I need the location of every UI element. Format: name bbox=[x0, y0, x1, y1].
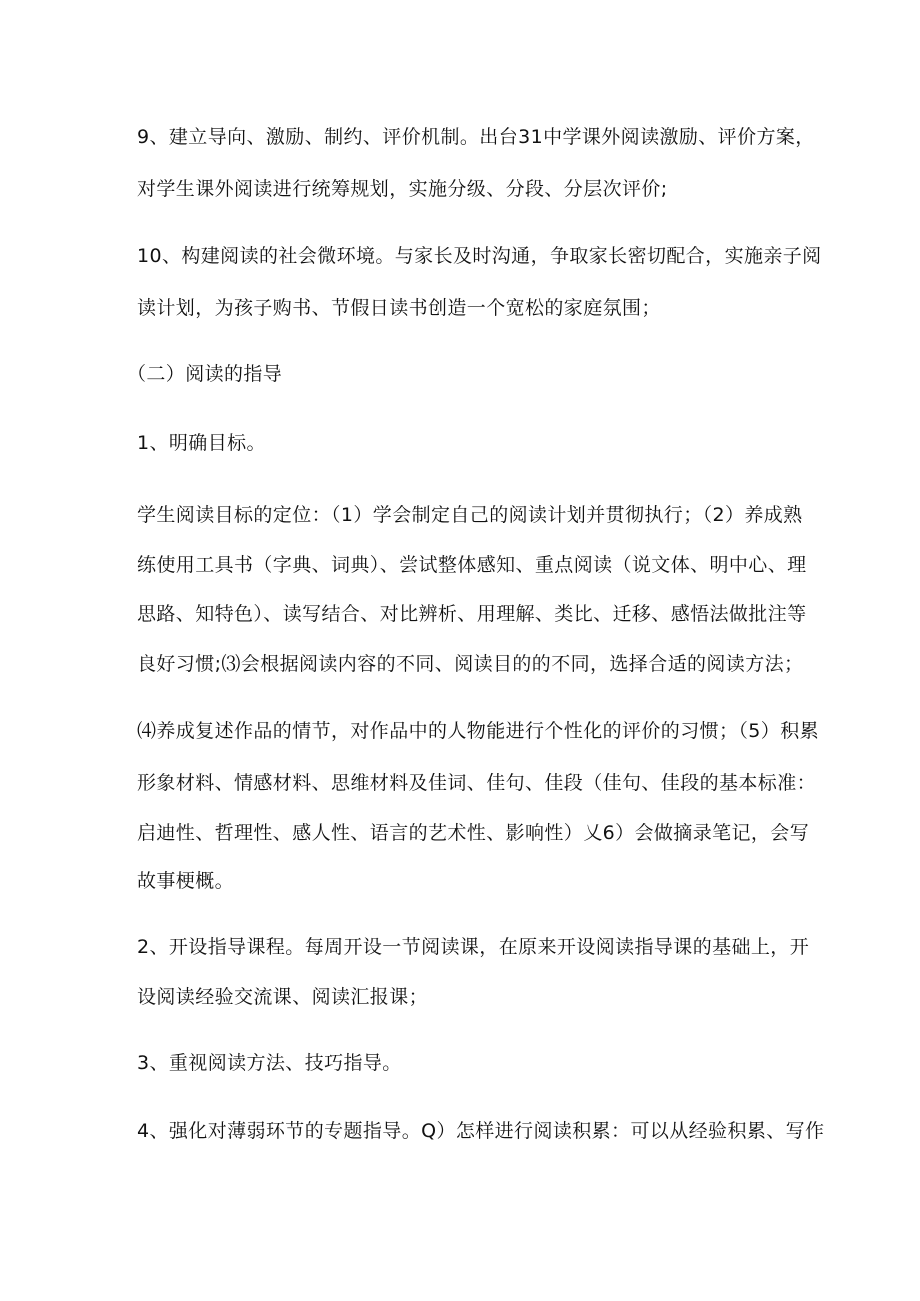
section-heading-reading-guidance: （二）阅读的指导 bbox=[127, 363, 283, 385]
goals-paragraph-line-2: 练使用工具书（字典、词典）、尝试整体感知、重点阅读（说文体、明中心、理 bbox=[137, 554, 807, 576]
item-3: 3、重视阅读方法、技巧指导。 bbox=[137, 1052, 402, 1074]
habits-paragraph-line-4: 故事梗概。 bbox=[137, 870, 235, 892]
item-4-line-1: 4、强化对薄弱环节的专题指导。Q）怎样进行阅读积累：可以从经验积累、写作 bbox=[137, 1120, 825, 1142]
item-2-line-2: 设阅读经验交流课、阅读汇报课； bbox=[137, 986, 429, 1008]
goals-paragraph-line-4: 良好习惯;⑶会根据阅读内容的不同、阅读目的的不同，选择合适的阅读方法； bbox=[137, 653, 804, 675]
item-2-line-1: 2、开设指导课程。每周开设一节阅读课，在原来开设阅读指导课的基础上，开 bbox=[137, 936, 810, 958]
goals-paragraph-line-1: 学生阅读目标的定位：（1）学会制定自己的阅读计划并贯彻执行；（2）养成熟 bbox=[137, 504, 803, 526]
habits-paragraph-line-2: 形象材料、情感材料、思维材料及佳词、佳句、佳段（佳句、佳段的基本标准： bbox=[137, 772, 817, 794]
paragraph-9-line-2: 对学生课外阅读进行统筹规划，实施分级、分段、分层次评价; bbox=[137, 178, 668, 200]
item-1-heading: 1、明确目标。 bbox=[137, 432, 266, 454]
paragraph-10-line-2: 读计划，为孩子购书、节假日读书创造一个宽松的家庭氛围； bbox=[137, 297, 661, 319]
habits-paragraph-line-3: 启迪性、哲理性、感人性、语言的艺术性、影响性）乂6）会做摘录笔记，会写 bbox=[137, 822, 810, 844]
paragraph-9-line-1: 9、建立导向、激励、制约、评价机制。出台31中学课外阅读激励、评价方案， bbox=[137, 126, 815, 148]
goals-paragraph-line-3: 思路、知特色）、读写结合、对比辨析、用理解、类比、迁移、感悟法做批注等 bbox=[137, 603, 807, 625]
paragraph-10-line-1: 10、构建阅读的社会微环境。与家长及时沟通，争取家长密切配合，实施亲子阅 bbox=[137, 245, 822, 267]
habits-paragraph-line-1: ⑷养成复述作品的情节，对作品中的人物能进行个性化的评价的习惯；（5）积累 bbox=[137, 720, 819, 742]
